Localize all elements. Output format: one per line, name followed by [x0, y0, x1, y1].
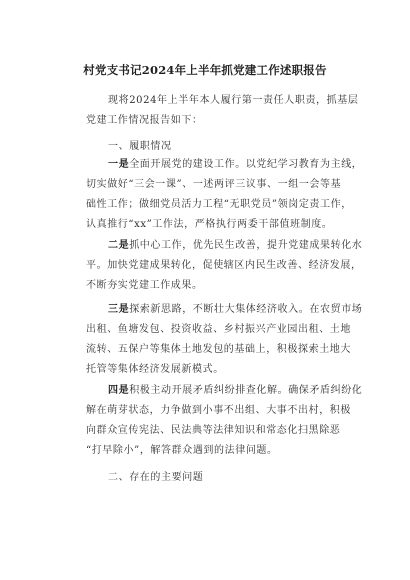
paragraph-line — [86, 381, 363, 401]
paragraph-line — [86, 236, 363, 256]
paragraph-item-1 — [86, 155, 363, 235]
section-heading-problems: 二、存在的主要问题 — [108, 472, 204, 483]
paragraph-item-3 — [86, 300, 363, 380]
item-2-line-3: 不断夯实党建工作成果。 — [86, 280, 203, 291]
item-3-line-2: 出租、鱼塘发包、投资收益、乡村振兴产业园出租、土地 — [86, 324, 351, 335]
item-4-line-2: 解在萌芽状态，力争做到小事不出组、大事不出村，积极 — [86, 405, 351, 416]
intro-line: 现将2024年上半年本人履行第一责任人职责，抓基层 — [108, 95, 359, 106]
item-4-line-4: “打早除小”，解答群众遇到的法律问题。 — [86, 445, 278, 456]
item-1-line-3: 础性工作；做细党员活力工程“无职党员”领岗定责工作， — [86, 199, 352, 210]
paragraph-item-4 — [86, 381, 363, 461]
item-1-lead: 一是 — [108, 159, 130, 170]
paragraph-line — [86, 155, 363, 175]
item-1-line-4: 认真推行“xx”工作法，严格执行两委干部值班制度。 — [86, 219, 333, 230]
item-2-line-1: 抓中心工作，优先民生改善，提升党建成果转化水 — [129, 240, 363, 251]
item-1-line-2: 切实做好“三会一课”、一述两评三议事、一组一会等基 — [86, 179, 342, 190]
item-2-lead: 二是 — [108, 240, 130, 251]
section-heading-performance: 一、履职情况 — [108, 141, 172, 152]
item-4-lead: 四是 — [108, 385, 130, 396]
intro-paragraph — [86, 91, 359, 131]
item-2-line-2: 平。加快党建成果转化，促使辖区内民生改善、经济发展， — [86, 260, 362, 271]
intro-line: 党建工作情况报告如下： — [86, 115, 203, 126]
item-3-line-4: 托管等集体经济发展新模式。 — [86, 364, 224, 375]
paragraph-item-2 — [86, 236, 363, 296]
document-title: 村党支书记2024年上半年抓党建工作述职报告 — [83, 63, 327, 77]
item-3-lead: 三是 — [108, 304, 130, 315]
paragraph-line — [86, 300, 363, 320]
item-4-line-1: 积极主动开展矛盾纠纷排查化解。确保矛盾纠纷化 — [129, 385, 363, 396]
item-4-line-3: 向群众宣传宪法、民法典等法律知识和常态化扫黑除恶 — [86, 425, 341, 436]
item-3-line-3: 流转、五保户等集体土地发包的基础上，积极探索土地大 — [86, 344, 351, 355]
item-1-line-1: 全面开展党的建设工作。以党纪学习教育为主线， — [129, 159, 363, 170]
item-3-line-1: 探索新思路，不断壮大集体经济收入。在农贸市场 — [129, 304, 363, 315]
